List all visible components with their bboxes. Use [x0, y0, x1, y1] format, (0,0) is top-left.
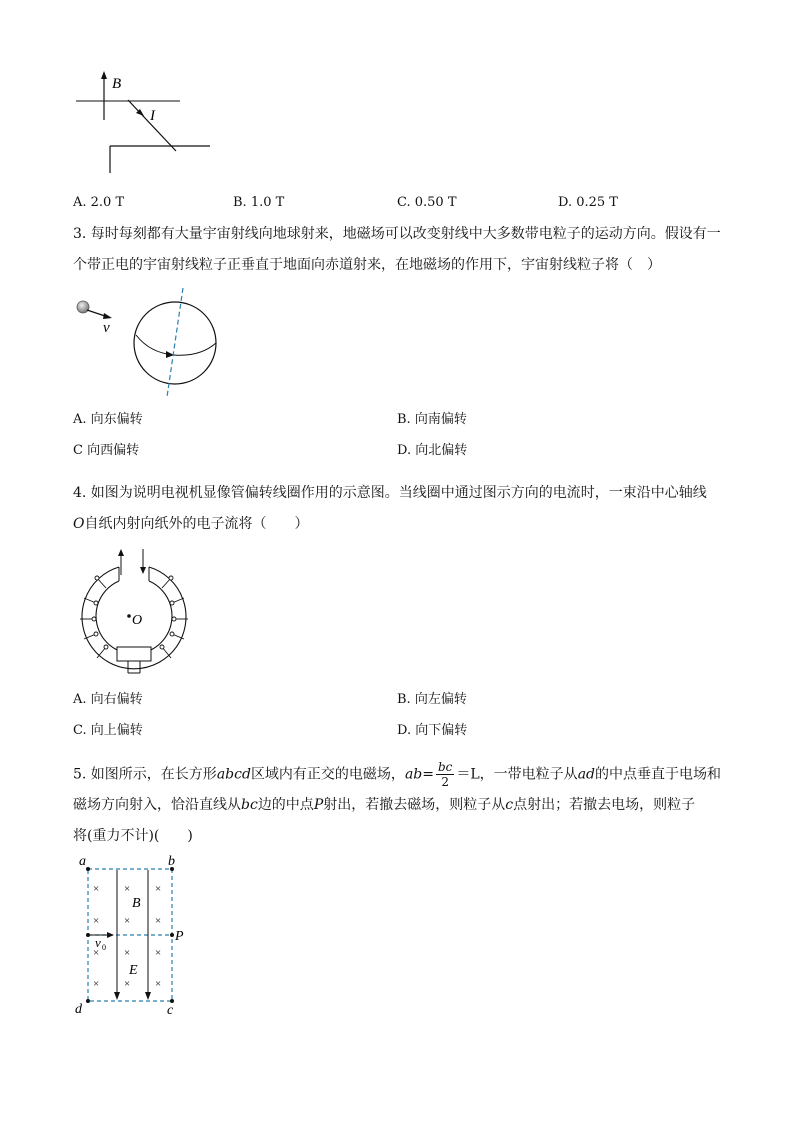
q2-option-d: D. 0.25 T	[558, 195, 618, 210]
field-label-B: B	[112, 76, 122, 92]
q2-option-b: B. 1.0 T	[233, 195, 285, 210]
q5-stem-line3: 将(重力不计)( )	[73, 828, 193, 844]
q2-option-c: C. 0.50 T	[397, 195, 457, 210]
axis-var-O: O	[73, 516, 85, 532]
q3-option-a: A. 向东偏转	[73, 412, 143, 427]
q5-text-2c: 射出，若撤去磁场，则粒子从	[323, 797, 506, 813]
q5-frac-num: bc	[437, 760, 453, 774]
b-field-cross: ×	[124, 978, 131, 990]
q3-stem-line2: 个带正电的宇宙射线粒子正垂直于地面向赤道射来，在地磁场的作用下，宇宙射线粒子将（ ）	[73, 257, 661, 273]
b-field-cross: ×	[155, 947, 162, 959]
q5-var-c: c	[505, 797, 514, 813]
b-field-cross: ×	[93, 883, 100, 895]
b-field-cross: ×	[124, 883, 131, 895]
q4-coil-figure	[70, 543, 200, 683]
velocity-label-v: v	[103, 320, 110, 336]
q5-var-bc: bc	[241, 797, 258, 813]
q4-option-c: C. 向上偏转	[73, 723, 143, 738]
q5-text-2a: 磁场方向射入，恰沿直线从	[73, 797, 241, 813]
corner-label-b: b	[168, 854, 175, 869]
q5-text-2d: 点射出；若撤去电场，则粒子	[513, 797, 696, 813]
b-field-cross: ×	[93, 915, 100, 927]
b-field-cross: ×	[93, 978, 100, 990]
b-field-cross: ×	[93, 947, 100, 959]
point-label-P: P	[175, 929, 184, 944]
q5-fraction	[436, 760, 454, 789]
q5-text-1d: 的中点垂直于电场和	[595, 766, 721, 783]
velocity-subscript-0: 0	[102, 943, 106, 952]
q2-option-a: A. 2.0 T	[73, 195, 125, 210]
q4-option-a: A. 向右偏转	[73, 692, 143, 707]
q3-stem-line1: 3. 每时每刻都有大量宇宙射线向地球射来，地磁场可以改变射线中大多数带电粒子的运动方向。假设有一	[73, 226, 721, 242]
q5-var-ab: ab	[404, 766, 423, 783]
b-field-cross: ×	[155, 978, 162, 990]
q4-stem-line2-rest: 自纸内射向纸外的电子流将（ ）	[84, 516, 309, 532]
q3-option-c: C 向西偏转	[73, 443, 140, 458]
b-field-cross: ×	[124, 915, 131, 927]
q4-option-b: B. 向左偏转	[397, 692, 467, 707]
corner-label-c: c	[167, 1003, 174, 1018]
q5-var-P: P	[313, 797, 324, 813]
b-field-cross: ×	[155, 915, 162, 927]
q5-text-1a: 5. 如图所示，在长方形	[73, 766, 217, 783]
particle-ball-icon	[77, 301, 89, 313]
q5-text-1b: 区域内有正交的电磁场，	[250, 766, 405, 783]
b-field-cross: ×	[155, 883, 162, 895]
q5-var-ad: ad	[577, 766, 595, 783]
q5-stem-line2	[73, 795, 695, 815]
b-field-cross: ×	[124, 947, 131, 959]
q5-var-abcd: abcd	[216, 766, 251, 783]
corner-label-d: d	[75, 1002, 82, 1017]
q5-field-figure	[70, 850, 200, 1020]
corner-label-a: a	[79, 854, 86, 869]
q5-eq: =	[422, 766, 434, 783]
q4-option-d: D. 向下偏转	[397, 723, 468, 738]
center-label-O: O	[132, 613, 143, 628]
q5-text-1c: ＝L，一带电粒子从	[456, 766, 578, 783]
q5-text-2b: 边的中点	[257, 797, 314, 813]
q3-figure	[70, 285, 230, 400]
q3-option-d: D. 向北偏转	[397, 443, 468, 458]
q5-frac-den: 2	[441, 775, 449, 789]
q4-stem-line1: 4. 如图为说明电视机显像管偏转线圈作用的示意图。当线圈中通过图示方向的电流时，一束沿中心轴线	[73, 485, 707, 501]
field-label-B: B	[132, 896, 141, 911]
current-label-I: I	[150, 108, 155, 124]
q4-stem-line2	[73, 514, 308, 534]
q2-figure	[70, 68, 220, 178]
field-label-E: E	[129, 963, 138, 978]
q5-stem-line1	[73, 760, 721, 789]
velocity-label-v0: v	[95, 935, 101, 950]
q3-option-b: B. 向南偏转	[397, 412, 467, 427]
